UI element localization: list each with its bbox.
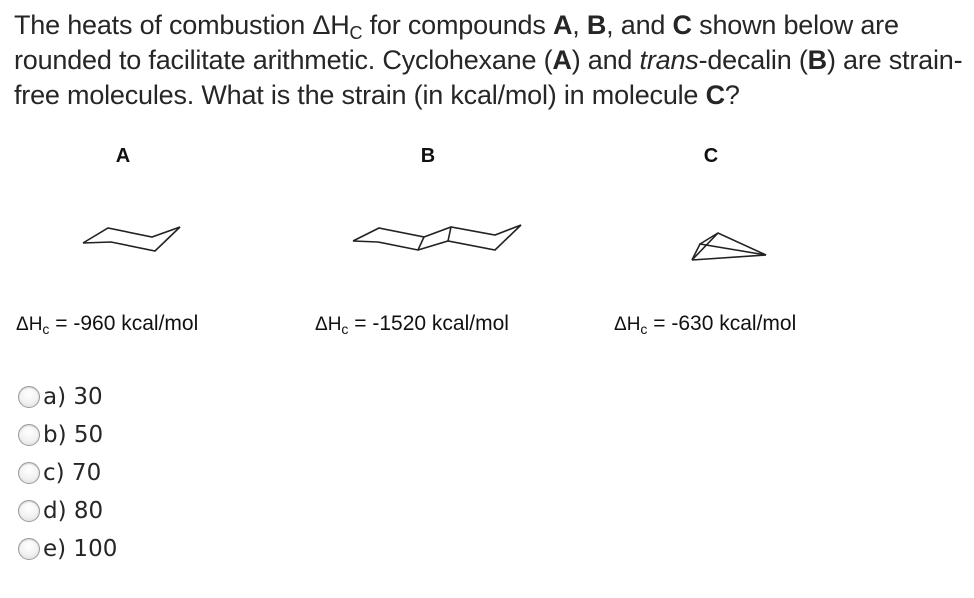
delta-h-symbol: ΔH xyxy=(614,314,641,335)
question-bold: A xyxy=(552,45,572,75)
delta-h-subscript: c xyxy=(341,321,349,337)
molecule-c-structure xyxy=(688,212,778,267)
question-bold: B xyxy=(586,10,607,40)
radio-button-a[interactable] xyxy=(18,386,40,408)
heat-value: = -1520 kcal/mol xyxy=(348,312,509,335)
question-text xyxy=(14,8,964,113)
question-segment: ) and xyxy=(571,45,640,75)
choice-a[interactable] xyxy=(18,378,117,416)
question-bold: C xyxy=(672,10,692,40)
molecule-a-heat xyxy=(16,312,198,336)
question-segment: shown below are rounded to facilitate arithmetic. Cyclohexane ( xyxy=(14,10,899,75)
question-segment: -decalin ( xyxy=(698,45,808,75)
cyclohexane-structure xyxy=(80,215,190,265)
question-bold: A xyxy=(552,10,573,40)
question-segment: , xyxy=(572,10,587,40)
molecule-c-heat xyxy=(614,312,796,336)
molecule-b-heat xyxy=(315,312,509,336)
molecule-b-label: B xyxy=(420,145,436,167)
choice-c-label[interactable]: c) 70 xyxy=(43,460,102,486)
trans-decalin-structure xyxy=(345,214,525,264)
answer-choices xyxy=(18,378,117,568)
choice-c[interactable] xyxy=(18,454,117,492)
molecule-a-label: A xyxy=(115,145,131,167)
heat-value: = -630 kcal/mol xyxy=(647,312,797,335)
question-segment: for compounds xyxy=(362,10,553,40)
choice-d[interactable] xyxy=(18,492,117,530)
heat-value: = -960 kcal/mol xyxy=(49,312,199,335)
choice-e[interactable] xyxy=(18,530,117,568)
molecule-c-label: C xyxy=(703,145,719,167)
delta-h-symbol: ΔH xyxy=(16,314,43,335)
choice-d-label[interactable]: d) 80 xyxy=(43,498,104,524)
question-segment: ? xyxy=(724,80,740,110)
question-subscript: C xyxy=(349,23,363,43)
delta-h-subscript: c xyxy=(640,321,648,337)
radio-button-b[interactable] xyxy=(18,424,40,446)
choice-b[interactable] xyxy=(18,416,117,454)
delta-h-symbol: ΔH xyxy=(315,314,342,335)
choice-b-label[interactable]: b) 50 xyxy=(43,422,104,448)
question-segment: , and xyxy=(606,10,673,40)
question-bold: C xyxy=(705,80,725,110)
delta-h-subscript: c xyxy=(42,321,50,337)
radio-button-e[interactable] xyxy=(18,538,40,560)
question-segment: ) are strain-free molecules. What is the strain (in kcal/mol) in molecule xyxy=(14,45,963,110)
question-italic: trans xyxy=(639,45,699,75)
radio-button-c[interactable] xyxy=(18,462,40,484)
radio-button-d[interactable] xyxy=(18,500,40,522)
choice-a-label[interactable]: a) 30 xyxy=(43,384,103,410)
question-bold: B xyxy=(807,45,827,75)
question-segment: The heats of combustion ΔH xyxy=(14,10,350,40)
choice-e-label[interactable]: e) 100 xyxy=(43,536,118,562)
